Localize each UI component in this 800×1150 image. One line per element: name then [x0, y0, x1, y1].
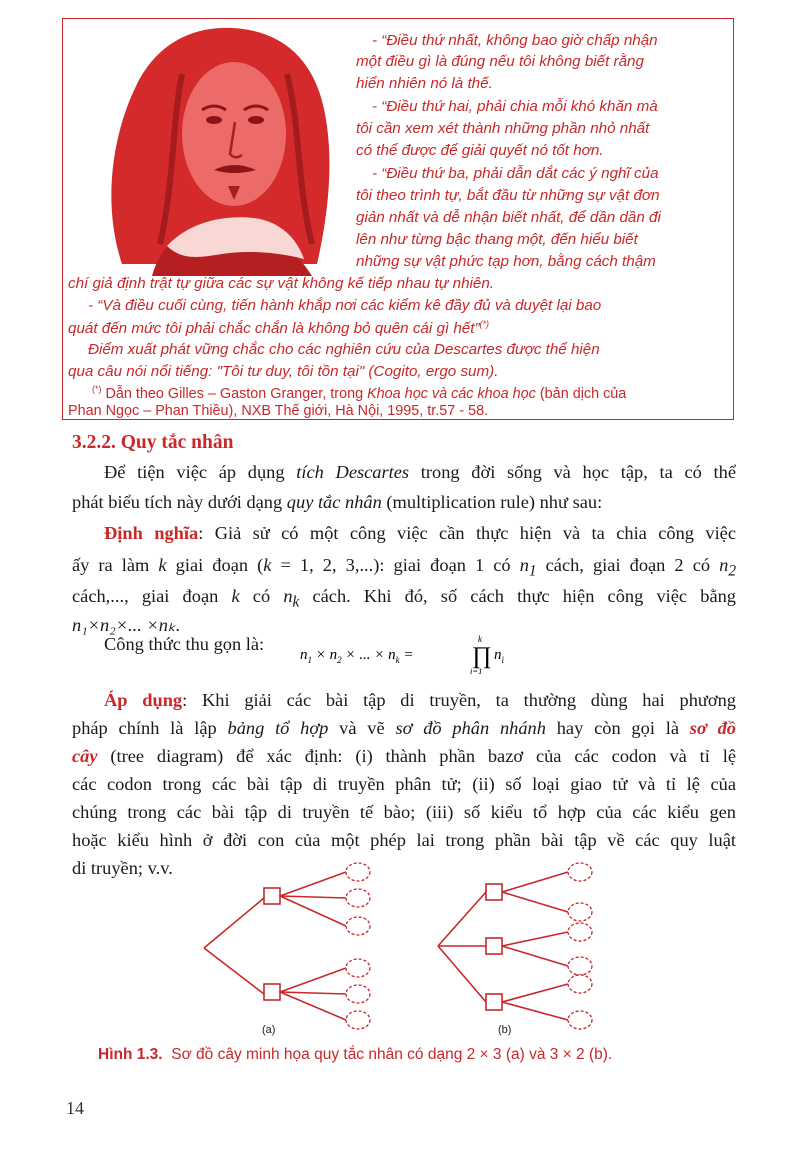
figure-label-a: (a) — [262, 1024, 276, 1036]
svg-text:k: k — [478, 634, 482, 644]
figure-number: Hình 1.3. — [98, 1046, 163, 1063]
quote-line — [68, 320, 489, 336]
definition-line: Định nghĩa: Giả sử có một công việc cần thực hiện và ta chia công việc — [104, 523, 737, 543]
footnote-marker: (*) — [479, 319, 490, 329]
descartes-portrait — [82, 14, 354, 276]
paragraph-line: phát biểu tích này dưới dạng quy tắc nhân (multiplication rule) như sau: — [72, 492, 603, 512]
product-formula — [300, 628, 600, 676]
tree-diagram-a — [204, 863, 370, 1029]
quote-line: tôi cần xem xét thành những phần nhỏ nhất — [356, 120, 650, 137]
svg-text:i=1: i=1 — [470, 666, 483, 676]
quote-line: Điểm xuất phát vững chắc cho các nghiên cứu của Descartes được thể hiện — [88, 341, 600, 358]
svg-text:∏: ∏ — [472, 643, 492, 669]
svg-text:n1 × n2 × ... × nk =: $n_1 \times n_2$ × ... × $n_k$ = — [300, 647, 414, 665]
quote-line: - “Điều thứ nhất, không bao giờ chấp nhận — [372, 32, 658, 49]
formula-row — [104, 628, 604, 676]
svg-text:ni: $n_i$ — [494, 647, 505, 665]
section-heading: 3.2.2. Quy tắc nhân — [72, 432, 234, 453]
quote-line: tôi theo trình tự, bắt đầu từ những sự vật đơn — [356, 187, 660, 204]
quote-line: có thể được để giải quyết nó tốt hơn. — [356, 142, 604, 159]
application-line: hoặc kiểu hình ở đời con của một phép lai trong phần bài tập về các quy luật — [72, 830, 736, 850]
quote-line: hiển nhiên nó là thế. — [356, 75, 493, 92]
quote-line: những sự vật phức tạp hơn, bằng cách thậm — [356, 253, 656, 270]
application-line: các codon trong các bài tập di truyền phân tử; (ii) số loại giao tử và tỉ lệ của — [72, 774, 736, 794]
page-number: 14 — [66, 1098, 84, 1118]
quote-line-text: quát đến mức tôi phải chắc chắn là không bỏ quên cái gì hết” — [68, 320, 480, 337]
definition-term: Định nghĩa — [104, 523, 199, 543]
quote-line: - “Điều thứ hai, phải chia mỗi khó khăn mà — [372, 98, 658, 115]
figure-caption: Hình 1.3. Sơ đồ cây minh họa quy tắc nhân có dạng 2 × 3 (a) và 3 × 2 (b). — [98, 1046, 613, 1063]
quote-line: giản nhất và dễ nhận biết nhất, để dần dần đi — [356, 209, 661, 226]
footnote-marker: (*) — [92, 384, 102, 394]
quote-line: một điều gì là đúng nếu tôi không biết rằng — [356, 53, 644, 70]
quote-line: - “Và điều cuối cùng, tiến hành khắp nơi các kiểm kê đầy đủ và duyệt lại bao — [88, 297, 602, 314]
formula-label: Công thức thu gọn là: — [104, 634, 265, 654]
application-line: di truyền; v.v. — [72, 858, 173, 878]
quote-line: chí giả định trật tự giữa các sự vật không kế tiếp nhau tự nhiên. — [68, 275, 495, 292]
quote-line: lên như từng bậc thang một, đến hiểu biết — [356, 231, 638, 248]
application-line: Áp dụng: Khi giải các bài tập di truyền, ta thường dùng hai phương — [104, 690, 736, 710]
definition-line: cách,..., giai đoạn k có $n_k$ cách. Khi đó, số cách thực hiện công việc bằng — [72, 586, 736, 611]
tree-diagram-figure — [196, 856, 596, 1036]
quote-line: qua câu nói nổi tiếng: "Tôi tư duy, tôi tồn tại" (Cogito, ergo sum). — [68, 363, 499, 380]
definition-line: n₁×n₂×... ×nₖ. — [72, 615, 181, 635]
figure-label-b: (b) — [498, 1024, 512, 1036]
tree-diagram-b — [438, 863, 592, 1029]
application-line: cây (tree diagram) để xác định: (i) thành phần bazơ của các codon và tỉ lệ — [72, 746, 736, 766]
footnote: (*) Dẫn theo Gilles – Gaston Granger, trong Khoa học và các khoa học (bản dịch của — [92, 384, 627, 402]
paragraph-line: Để tiện việc áp dụng tích Descartes trong đời sống và học tập, ta có thể — [104, 462, 737, 482]
application-line: pháp chính là lập bảng tổ hợp và vẽ sơ đồ phân nhánh hay còn gọi là sơ đồ — [72, 718, 736, 738]
definition-line: ấy ra làm k giai đoạn (k = 1, 2, 3,...): giai đoạn 1 có $n_1$ cách, giai đoạn 2 có $n_2$ — [72, 555, 736, 580]
quote-line: - “Điều thứ ba, phải dẫn dắt các ý nghĩ của — [372, 165, 659, 182]
application-term: Áp dụng — [104, 690, 183, 710]
application-line: chúng trong các bài tập di truyền tế bào; (iii) số kiểu tổ hợp của các kiểu gen — [72, 802, 736, 822]
footnote-line-2: Phan Ngọc – Phan Thiều), NXB Thế giới, Hà Nội, 1995, tr.57 - 58. — [68, 403, 489, 419]
